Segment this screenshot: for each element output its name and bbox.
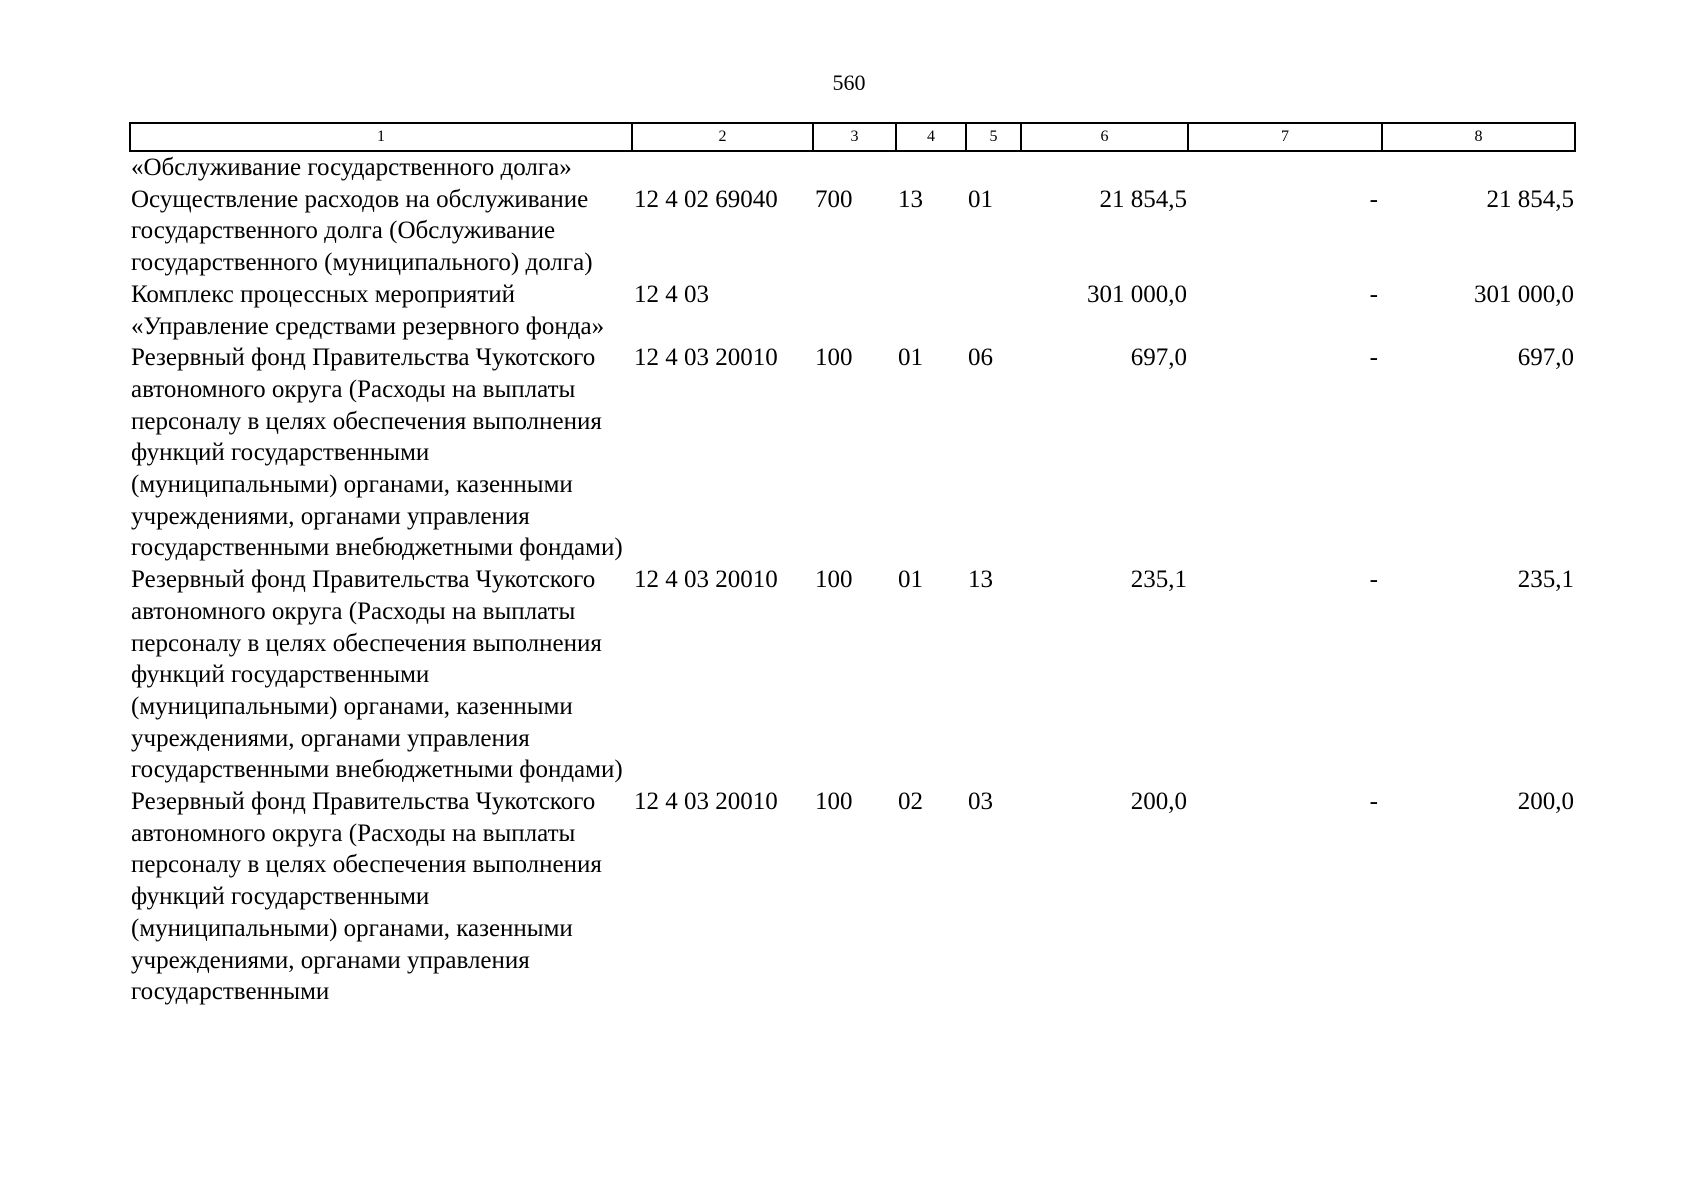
row-subsection: 13 [968, 566, 993, 594]
table-row [130, 151, 1575, 184]
row-amount-col7: - [1369, 566, 1378, 594]
row-subsection [966, 279, 1021, 342]
table-row [130, 342, 1575, 564]
column-number-5: 5 [966, 123, 1021, 151]
row-amount-col8: 21 854,5 [1486, 185, 1574, 213]
row-amount-col6 [1021, 151, 1188, 184]
row-section: 13 [898, 185, 923, 213]
row-section: 01 [898, 566, 923, 594]
row-subsection: 01 [968, 185, 993, 213]
row-section [896, 279, 966, 342]
row-expense-type: 700 [815, 185, 853, 213]
row-name: Осуществление расходов на обслуживание государственного долга (Обслуживание государственного (муниципального) долга) [131, 185, 593, 277]
row-expense-type [813, 279, 896, 342]
column-number-header-row [130, 123, 1575, 151]
column-number-2: 2 [632, 123, 813, 151]
row-section: 01 [898, 344, 923, 372]
table-row [130, 786, 1575, 1008]
row-amount-col8: 200,0 [1517, 788, 1574, 816]
row-amount-col7: - [1369, 185, 1378, 213]
row-name: Резервный фонд Правительства Чукотского автономного округа (Расходы на выплаты персоналу в целях обеспечения выполнения функций государственными (муниципальными) органами, казенными учреждениями, органами управления государственными [131, 788, 602, 1006]
row-expense-type: 100 [815, 788, 853, 816]
row-amount-col6: 235,1 [1130, 566, 1187, 594]
row-name: Комплекс процессных мероприятий «Управление средствами резервного фонда» [131, 280, 605, 340]
row-amount-col8: 697,0 [1517, 344, 1574, 372]
row-target-code: 12 4 03 20010 [634, 566, 778, 594]
column-number-3: 3 [813, 123, 896, 151]
row-name: Резервный фонд Правительства Чукотского автономного округа (Расходы на выплаты персоналу в целях обеспечения выполнения функций государственными (муниципальными) органами, казенными учреждениями, органами управления государственными внебюджетными фондами) [131, 344, 623, 562]
row-target-code: 12 4 02 69040 [634, 185, 778, 213]
page-number: 560 [832, 70, 866, 95]
row-amount-col7: - [1369, 788, 1378, 816]
row-amount-col8: 301 000,0 [1474, 280, 1574, 308]
table-row [130, 184, 1575, 279]
row-subsection: 06 [968, 344, 993, 372]
row-amount-col6: 200,0 [1130, 788, 1187, 816]
row-amount-col6: 697,0 [1130, 344, 1187, 372]
row-section: 02 [898, 788, 923, 816]
row-amount-col6: 301 000,0 [1087, 280, 1187, 308]
row-target-code: 12 4 03 [634, 280, 709, 308]
column-number-6: 6 [1021, 123, 1188, 151]
row-name: Резервный фонд Правительства Чукотского автономного округа (Расходы на выплаты персоналу в целях обеспечения выполнения функций государственными (муниципальными) органами, казенными учреждениями, органами управления государственными внебюджетными фондами) [131, 566, 623, 784]
row-target-code [632, 151, 813, 184]
column-number-7: 7 [1188, 123, 1382, 151]
row-expense-type [813, 151, 896, 184]
table-row [130, 564, 1575, 786]
column-number-1: 1 [130, 123, 632, 151]
row-expense-type: 100 [815, 566, 853, 594]
row-expense-type: 100 [815, 344, 853, 372]
row-amount-col6: 21 854,5 [1099, 185, 1187, 213]
row-name: «Обслуживание государственного долга» [131, 154, 572, 181]
row-amount-col8: 235,1 [1517, 566, 1574, 594]
row-subsection [966, 151, 1021, 184]
row-target-code: 12 4 03 20010 [634, 788, 778, 816]
column-number-4: 4 [896, 123, 966, 151]
row-section [896, 151, 966, 184]
row-amount-col7: - [1369, 280, 1378, 308]
row-amount-col7: - [1369, 344, 1378, 372]
budget-table [129, 122, 1576, 1008]
column-number-8: 8 [1382, 123, 1575, 151]
table-row [130, 279, 1575, 342]
row-subsection: 03 [968, 788, 993, 816]
row-target-code: 12 4 03 20010 [634, 344, 778, 372]
row-amount-col7 [1188, 151, 1382, 184]
row-amount-col8 [1382, 151, 1575, 184]
